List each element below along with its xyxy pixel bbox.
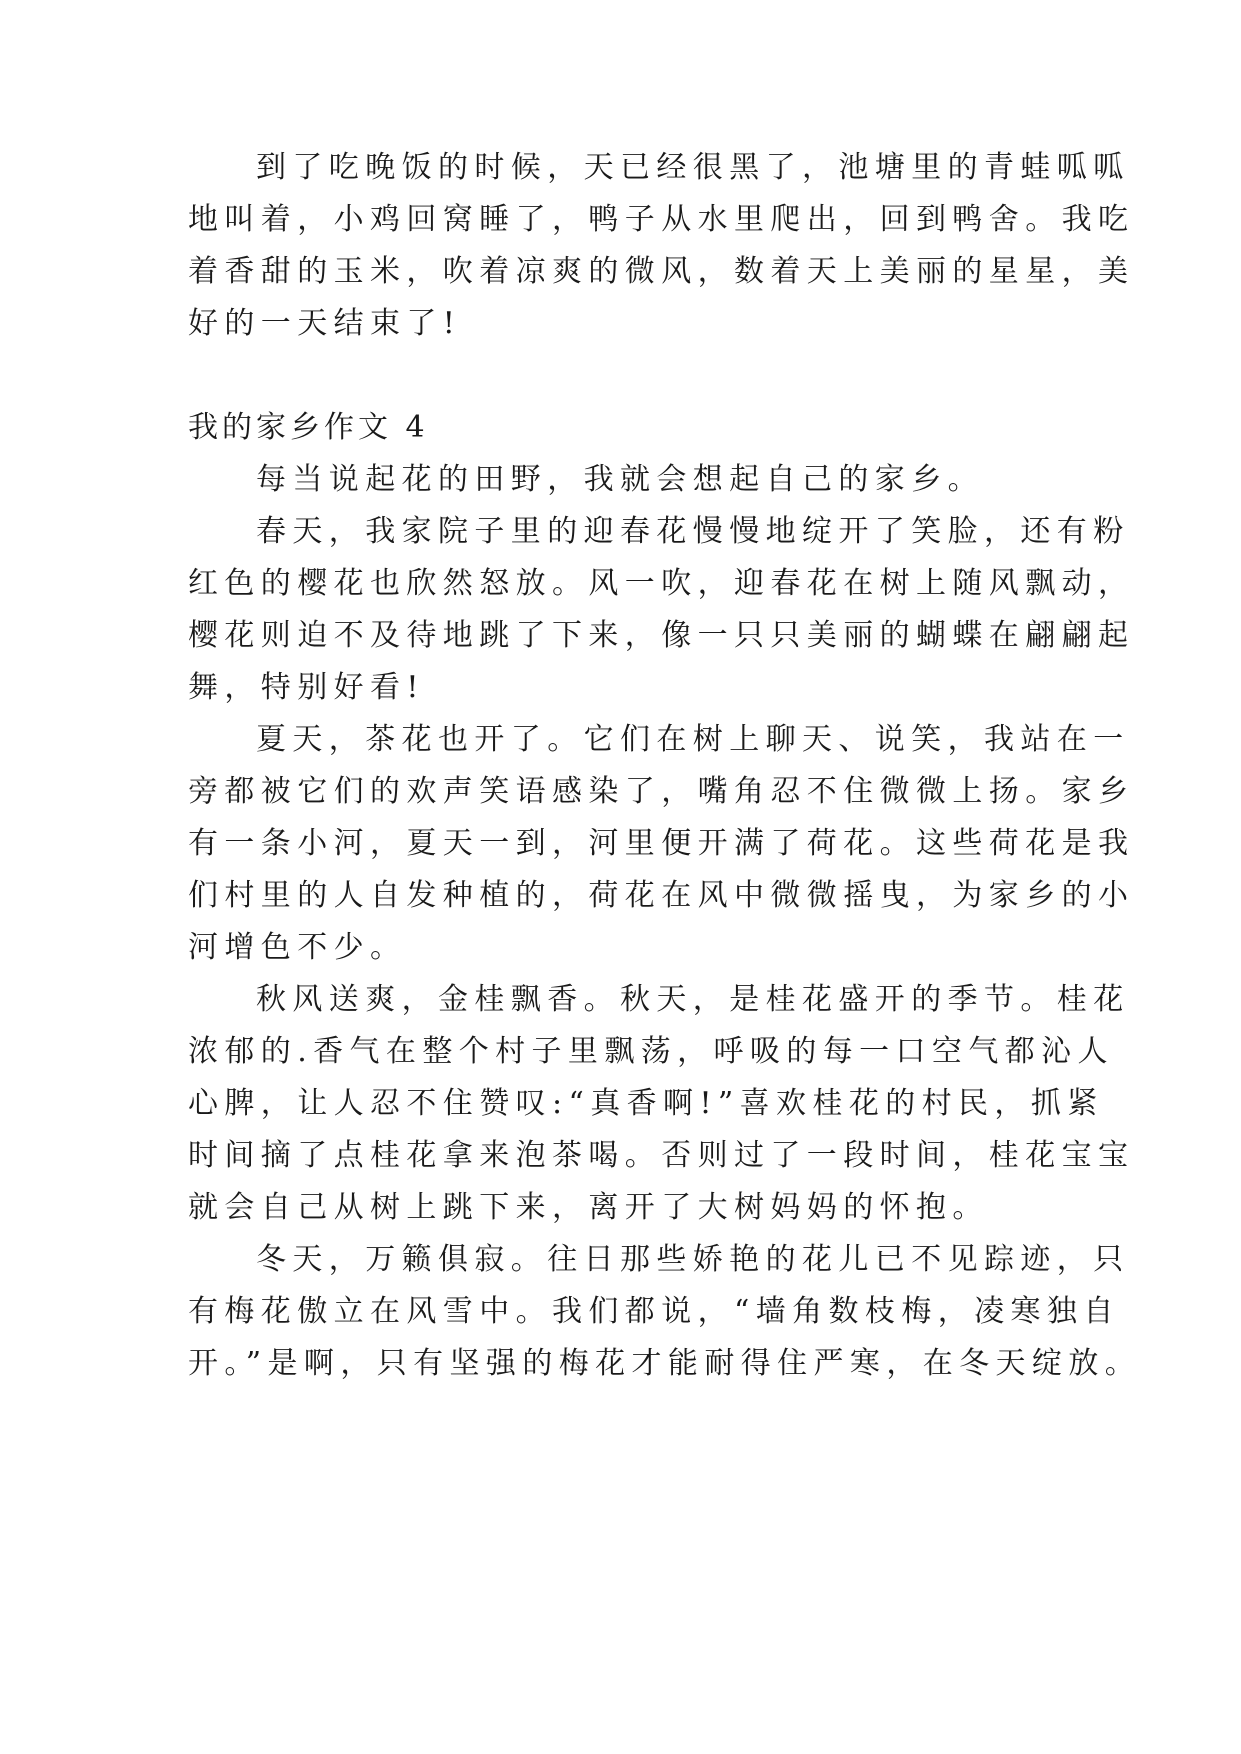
paragraph-4-line-2: 旁都被它们的欢声笑语感染了，嘴角忍不住微微上扬。家乡	[188, 774, 1135, 809]
paragraph-3-line-3: 樱花则迫不及待地跳了下来，像一只只美丽的蝴蝶在翩翩起	[188, 618, 1135, 653]
paragraph-6-line-3: 开。”是啊，只有坚强的梅花才能耐得住严寒，在冬天绽放。	[188, 1346, 1142, 1381]
paragraph-4-line-4: 们村里的人自发种植的，荷花在风中微微摇曳，为家乡的小	[188, 878, 1135, 913]
paragraph-5-line-5: 就会自己从树上跳下来，离开了大树妈妈的怀抱。	[188, 1190, 989, 1225]
paragraph-1-line-1: 到了吃晚饭的时候，天已经很黑了，池塘里的青蛙呱呱	[256, 150, 1130, 185]
paragraph-4-line-1: 夏天，茶花也开了。它们在树上聊天、说笑，我站在一	[256, 722, 1130, 757]
paragraph-6-line-1: 冬天，万籁俱寂。往日那些娇艳的花儿已不见踪迹，只	[256, 1242, 1130, 1277]
paragraph-1-line-2: 地叫着，小鸡回窝睡了，鸭子从水里爬出，回到鸭舍。我吃	[188, 202, 1135, 237]
paragraph-4-line-3: 有一条小河，夏天一到，河里便开满了荷花。这些荷花是我	[188, 826, 1135, 861]
paragraph-3-line-4: 舞，特别好看!	[188, 670, 425, 705]
paragraph-1-line-3: 着香甜的玉米，吹着凉爽的微风，数着天上美丽的星星，美	[188, 254, 1135, 289]
paragraph-5-line-2: 浓郁的.香气在整个村子里飘荡，呼吸的每一口空气都沁人	[188, 1034, 1114, 1069]
paragraph-5-line-4: 时间摘了点桂花拿来泡茶喝。否则过了一段时间，桂花宝宝	[188, 1138, 1135, 1173]
paragraph-1-line-4: 好的一天结束了!	[188, 306, 462, 341]
section-title: 我的家乡作文 4	[188, 410, 429, 445]
paragraph-4-line-5: 河增色不少。	[188, 930, 407, 965]
paragraph-5-line-3: 心脾，让人忍不住赞叹:“真香啊!”喜欢桂花的村民，抓紧	[188, 1086, 1104, 1121]
paragraph-3-line-1: 春天，我家院子里的迎春花慢慢地绽开了笑脸，还有粉	[256, 514, 1130, 549]
paragraph-5-line-1: 秋风送爽，金桂飘香。秋天，是桂花盛开的季节。桂花	[256, 982, 1130, 1017]
paragraph-6-line-2: 有梅花傲立在风雪中。我们都说，“墙角数枝梅，凌寒独自	[188, 1294, 1120, 1329]
paragraph-3-line-2: 红色的樱花也欣然怒放。风一吹，迎春花在树上随风飘动，	[188, 566, 1135, 601]
paragraph-2-line-1: 每当说起花的田野，我就会想起自己的家乡。	[256, 462, 984, 497]
